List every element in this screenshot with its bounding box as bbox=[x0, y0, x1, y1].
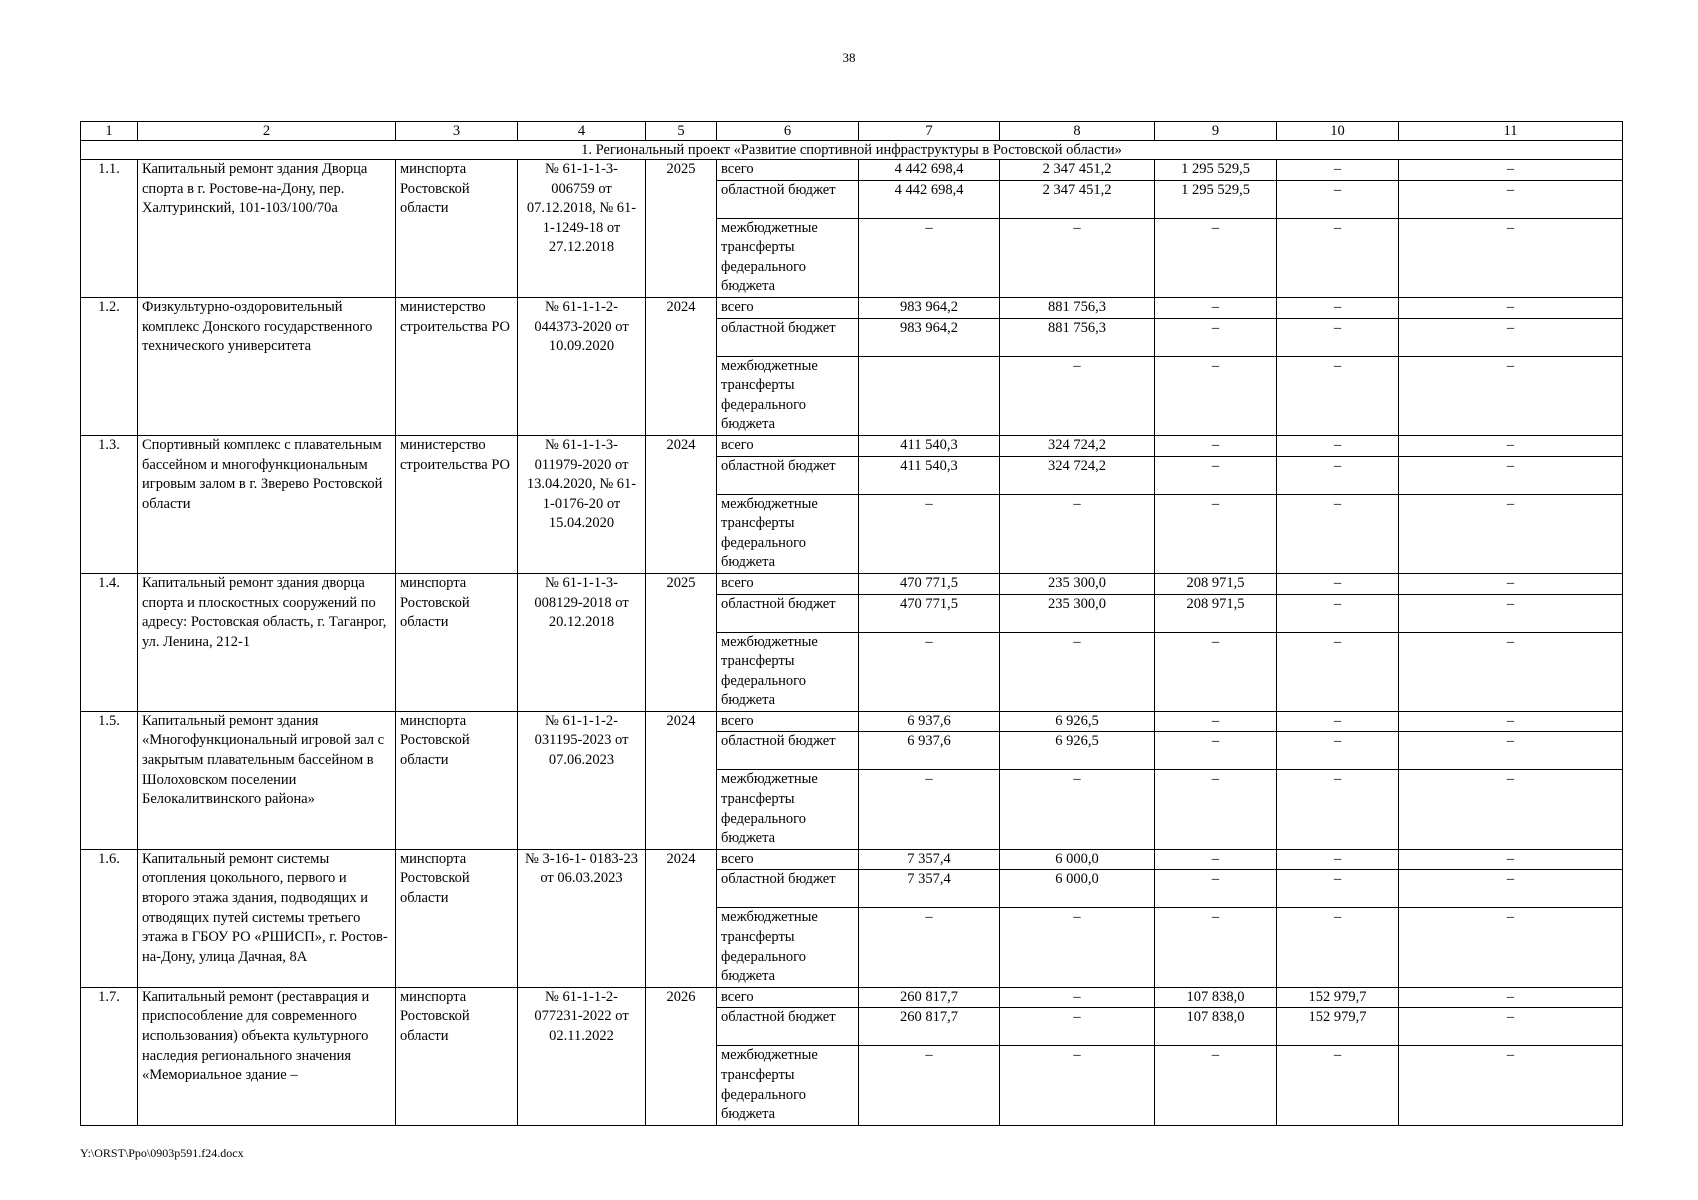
funding-source: межбюджетные трансферты федерального бюджета bbox=[717, 908, 859, 987]
object-name: Капитальный ремонт здания Дворца спорта в г. Ростове-на-Дону, пер. Халтуринский, 101-103/100/70а bbox=[138, 160, 396, 298]
table-row bbox=[81, 711, 1623, 732]
amount-cell: 983 964,2 bbox=[859, 297, 1000, 318]
amount-cell: 260 817,7 bbox=[859, 1008, 1000, 1046]
amount-cell: – bbox=[1155, 870, 1277, 908]
amount-cell: – bbox=[1000, 987, 1155, 1008]
amount-cell: – bbox=[1399, 632, 1623, 711]
amount-cell: 7 357,4 bbox=[859, 870, 1000, 908]
amount-cell: – bbox=[1277, 711, 1399, 732]
column-number: 8 bbox=[1000, 122, 1155, 141]
document-reference: № 61-1-1-3- 008129-2018 от 20.12.2018 bbox=[518, 573, 646, 711]
amount-cell: – bbox=[1399, 218, 1623, 297]
completion-year: 2025 bbox=[646, 160, 717, 298]
amount-cell: – bbox=[1277, 494, 1399, 573]
column-number-row bbox=[81, 122, 1623, 141]
amount-cell: – bbox=[1000, 1046, 1155, 1125]
funding-source: областной бюджет bbox=[717, 180, 859, 218]
amount-cell: – bbox=[1399, 870, 1623, 908]
amount-cell: – bbox=[1399, 732, 1623, 770]
amount-cell: – bbox=[1155, 849, 1277, 870]
amount-cell: 152 979,7 bbox=[1277, 1008, 1399, 1046]
amount-cell: – bbox=[1000, 494, 1155, 573]
column-number: 4 bbox=[518, 122, 646, 141]
funding-source: межбюджетные трансферты федерального бюджета bbox=[717, 1046, 859, 1125]
amount-cell: – bbox=[1277, 770, 1399, 849]
amount-cell: – bbox=[1000, 1008, 1155, 1046]
responsible-body: минспорта Ростовской области bbox=[396, 160, 518, 298]
amount-cell: – bbox=[859, 770, 1000, 849]
amount-cell: – bbox=[1277, 849, 1399, 870]
amount-cell: 324 724,2 bbox=[1000, 435, 1155, 456]
amount-cell: – bbox=[1277, 632, 1399, 711]
row-number: 1.7. bbox=[81, 987, 138, 1125]
section-title: 1. Региональный проект «Развитие спортивной инфраструктуры в Ростовской области» bbox=[81, 141, 1623, 160]
amount-cell: – bbox=[859, 218, 1000, 297]
table-row bbox=[81, 160, 1623, 181]
budget-table bbox=[80, 121, 1623, 1126]
amount-cell: – bbox=[1155, 218, 1277, 297]
section-row bbox=[81, 141, 1623, 160]
funding-source: межбюджетные трансферты федерального бюджета bbox=[717, 218, 859, 297]
row-number: 1.3. bbox=[81, 435, 138, 573]
column-number: 11 bbox=[1399, 122, 1623, 141]
funding-source: всего bbox=[717, 711, 859, 732]
column-number: 9 bbox=[1155, 122, 1277, 141]
funding-source: всего bbox=[717, 573, 859, 594]
amount-cell: – bbox=[1399, 849, 1623, 870]
amount-cell: 470 771,5 bbox=[859, 573, 1000, 594]
amount-cell: – bbox=[1155, 456, 1277, 494]
amount-cell: – bbox=[1277, 908, 1399, 987]
funding-source: всего bbox=[717, 987, 859, 1008]
amount-cell: 6 926,5 bbox=[1000, 711, 1155, 732]
amount-cell: – bbox=[1399, 770, 1623, 849]
document-reference: № 61-1-1-2- 077231-2022 от 02.11.2022 bbox=[518, 987, 646, 1125]
responsible-body: минспорта Ростовской области bbox=[396, 573, 518, 711]
amount-cell: 2 347 451,2 bbox=[1000, 160, 1155, 181]
completion-year: 2024 bbox=[646, 849, 717, 987]
table-row bbox=[81, 849, 1623, 870]
funding-source: областной бюджет bbox=[717, 870, 859, 908]
amount-cell: 235 300,0 bbox=[1000, 573, 1155, 594]
amount-cell: – bbox=[1399, 318, 1623, 356]
amount-cell: – bbox=[1277, 594, 1399, 632]
responsible-body: министерство строительства РО bbox=[396, 435, 518, 573]
amount-cell: – bbox=[1277, 160, 1399, 181]
amount-cell: – bbox=[1155, 435, 1277, 456]
document-reference: № 61-1-1-3- 006759 от 07.12.2018, № 61-1-1249-18 от 27.12.2018 bbox=[518, 160, 646, 298]
amount-cell: – bbox=[1155, 318, 1277, 356]
row-number: 1.1. bbox=[81, 160, 138, 298]
amount-cell: 881 756,3 bbox=[1000, 297, 1155, 318]
amount-cell: – bbox=[1155, 732, 1277, 770]
amount-cell: – bbox=[1277, 318, 1399, 356]
amount-cell: – bbox=[1277, 573, 1399, 594]
responsible-body: минспорта Ростовской области bbox=[396, 987, 518, 1125]
amount-cell: – bbox=[1277, 870, 1399, 908]
amount-cell: – bbox=[1155, 494, 1277, 573]
amount-cell: – bbox=[859, 908, 1000, 987]
responsible-body: министерство строительства РО bbox=[396, 297, 518, 435]
object-name: Капитальный ремонт здания «Многофункциональный игровой зал с закрытым плавательным бассейном в Шолоховском поселении Белокалитвинского района» bbox=[138, 711, 396, 849]
amount-cell: – bbox=[1277, 218, 1399, 297]
row-number: 1.5. bbox=[81, 711, 138, 849]
funding-source: межбюджетные трансферты федерального бюджета bbox=[717, 770, 859, 849]
amount-cell: – bbox=[859, 494, 1000, 573]
funding-source: всего bbox=[717, 435, 859, 456]
amount-cell: – bbox=[1000, 218, 1155, 297]
object-name: Физкультурно-оздоровительный комплекс Донского государственного технического университета bbox=[138, 297, 396, 435]
completion-year: 2026 bbox=[646, 987, 717, 1125]
amount-cell: – bbox=[1155, 297, 1277, 318]
amount-cell: – bbox=[1155, 908, 1277, 987]
amount-cell: 470 771,5 bbox=[859, 594, 1000, 632]
amount-cell: – bbox=[1000, 908, 1155, 987]
amount-cell: – bbox=[1399, 160, 1623, 181]
amount-cell: 4 442 698,4 bbox=[859, 160, 1000, 181]
document-reference: № 61-1-1-2- 031195-2023 от 07.06.2023 bbox=[518, 711, 646, 849]
amount-cell: 7 357,4 bbox=[859, 849, 1000, 870]
row-number: 1.6. bbox=[81, 849, 138, 987]
completion-year: 2024 bbox=[646, 297, 717, 435]
funding-source: областной бюджет bbox=[717, 732, 859, 770]
funding-source: всего bbox=[717, 849, 859, 870]
table-row bbox=[81, 573, 1623, 594]
completion-year: 2024 bbox=[646, 711, 717, 849]
amount-cell: 6 000,0 bbox=[1000, 849, 1155, 870]
amount-cell: 260 817,7 bbox=[859, 987, 1000, 1008]
amount-cell: 107 838,0 bbox=[1155, 987, 1277, 1008]
amount-cell: – bbox=[1155, 711, 1277, 732]
column-number: 6 bbox=[717, 122, 859, 141]
amount-cell: – bbox=[1155, 356, 1277, 435]
amount-cell: – bbox=[1399, 297, 1623, 318]
table-row bbox=[81, 987, 1623, 1008]
amount-cell: – bbox=[1399, 573, 1623, 594]
funding-source: областной бюджет bbox=[717, 1008, 859, 1046]
funding-source: всего bbox=[717, 297, 859, 318]
responsible-body: минспорта Ростовской области bbox=[396, 711, 518, 849]
funding-source: межбюджетные трансферты федерального бюджета bbox=[717, 494, 859, 573]
table-row bbox=[81, 435, 1623, 456]
object-name: Капитальный ремонт (реставрация и приспособление для современного использования) объекта культурного наследия регионального значения «Мемориальное здание – bbox=[138, 987, 396, 1125]
row-number: 1.2. bbox=[81, 297, 138, 435]
amount-cell: 208 971,5 bbox=[1155, 594, 1277, 632]
amount-cell: – bbox=[1399, 456, 1623, 494]
table-row bbox=[81, 297, 1623, 318]
completion-year: 2025 bbox=[646, 573, 717, 711]
amount-cell: – bbox=[1277, 1046, 1399, 1125]
amount-cell: – bbox=[1399, 494, 1623, 573]
amount-cell: – bbox=[1399, 711, 1623, 732]
funding-source: областной бюджет bbox=[717, 456, 859, 494]
amount-cell: – bbox=[1155, 770, 1277, 849]
amount-cell bbox=[859, 356, 1000, 435]
amount-cell: 411 540,3 bbox=[859, 456, 1000, 494]
funding-source: областной бюджет bbox=[717, 594, 859, 632]
amount-cell: – bbox=[1277, 297, 1399, 318]
amount-cell: 208 971,5 bbox=[1155, 573, 1277, 594]
amount-cell: 6 937,6 bbox=[859, 732, 1000, 770]
amount-cell: – bbox=[1000, 356, 1155, 435]
amount-cell: – bbox=[1277, 456, 1399, 494]
amount-cell: 1 295 529,5 bbox=[1155, 180, 1277, 218]
amount-cell: 235 300,0 bbox=[1000, 594, 1155, 632]
object-name: Капитальный ремонт здания дворца спорта и плоскостных сооружений по адресу: Ростовская область, г. Таганрог, ул. Ленина, 212-1 bbox=[138, 573, 396, 711]
funding-source: межбюджетные трансферты федерального бюджета bbox=[717, 632, 859, 711]
responsible-body: минспорта Ростовской области bbox=[396, 849, 518, 987]
amount-cell: – bbox=[1277, 435, 1399, 456]
amount-cell: – bbox=[859, 632, 1000, 711]
amount-cell: – bbox=[1000, 632, 1155, 711]
amount-cell: 107 838,0 bbox=[1155, 1008, 1277, 1046]
row-number: 1.4. bbox=[81, 573, 138, 711]
amount-cell: 2 347 451,2 bbox=[1000, 180, 1155, 218]
amount-cell: 324 724,2 bbox=[1000, 456, 1155, 494]
column-number: 7 bbox=[859, 122, 1000, 141]
object-name: Капитальный ремонт системы отопления цокольного, первого и второго этажа здания, подводящих и отводящих путей системы третьего этажа в ГБОУ РО «РШИСП», г. Ростов-на-Дону, улица Дачная, 8А bbox=[138, 849, 396, 987]
amount-cell: – bbox=[1000, 770, 1155, 849]
amount-cell: 6 937,6 bbox=[859, 711, 1000, 732]
completion-year: 2024 bbox=[646, 435, 717, 573]
amount-cell: – bbox=[1399, 435, 1623, 456]
column-number: 10 bbox=[1277, 122, 1399, 141]
amount-cell: – bbox=[1399, 356, 1623, 435]
amount-cell: 4 442 698,4 bbox=[859, 180, 1000, 218]
amount-cell: – bbox=[859, 1046, 1000, 1125]
amount-cell: 411 540,3 bbox=[859, 435, 1000, 456]
document-reference: № 3-16-1- 0183-23 от 06.03.2023 bbox=[518, 849, 646, 987]
amount-cell: 6 926,5 bbox=[1000, 732, 1155, 770]
amount-cell: – bbox=[1399, 1008, 1623, 1046]
column-number: 2 bbox=[138, 122, 396, 141]
column-number: 1 bbox=[81, 122, 138, 141]
amount-cell: – bbox=[1399, 180, 1623, 218]
funding-source: всего bbox=[717, 160, 859, 181]
amount-cell: – bbox=[1399, 594, 1623, 632]
amount-cell: – bbox=[1277, 356, 1399, 435]
amount-cell: – bbox=[1155, 1046, 1277, 1125]
document-reference: № 61-1-1-2- 044373-2020 от 10.09.2020 bbox=[518, 297, 646, 435]
footer-file-path: Y:\ORST\Ppo\0903p591.f24.docx bbox=[80, 1146, 244, 1160]
amount-cell: – bbox=[1399, 987, 1623, 1008]
amount-cell: 152 979,7 bbox=[1277, 987, 1399, 1008]
amount-cell: – bbox=[1399, 1046, 1623, 1125]
amount-cell: – bbox=[1399, 908, 1623, 987]
document-reference: № 61-1-1-3- 011979-2020 от 13.04.2020, № 61-1-0176-20 от 15.04.2020 bbox=[518, 435, 646, 573]
object-name: Спортивный комплекс с плавательным бассейном и многофункциональным игровым залом в г. Зверево Ростовской области bbox=[138, 435, 396, 573]
column-number: 5 bbox=[646, 122, 717, 141]
amount-cell: 881 756,3 bbox=[1000, 318, 1155, 356]
funding-source: областной бюджет bbox=[717, 318, 859, 356]
amount-cell: 1 295 529,5 bbox=[1155, 160, 1277, 181]
amount-cell: 6 000,0 bbox=[1000, 870, 1155, 908]
amount-cell: – bbox=[1155, 632, 1277, 711]
amount-cell: – bbox=[1277, 732, 1399, 770]
amount-cell: 983 964,2 bbox=[859, 318, 1000, 356]
column-number: 3 bbox=[396, 122, 518, 141]
funding-source: межбюджетные трансферты федерального бюджета bbox=[717, 356, 859, 435]
page-number: 38 bbox=[842, 50, 856, 65]
amount-cell: – bbox=[1277, 180, 1399, 218]
